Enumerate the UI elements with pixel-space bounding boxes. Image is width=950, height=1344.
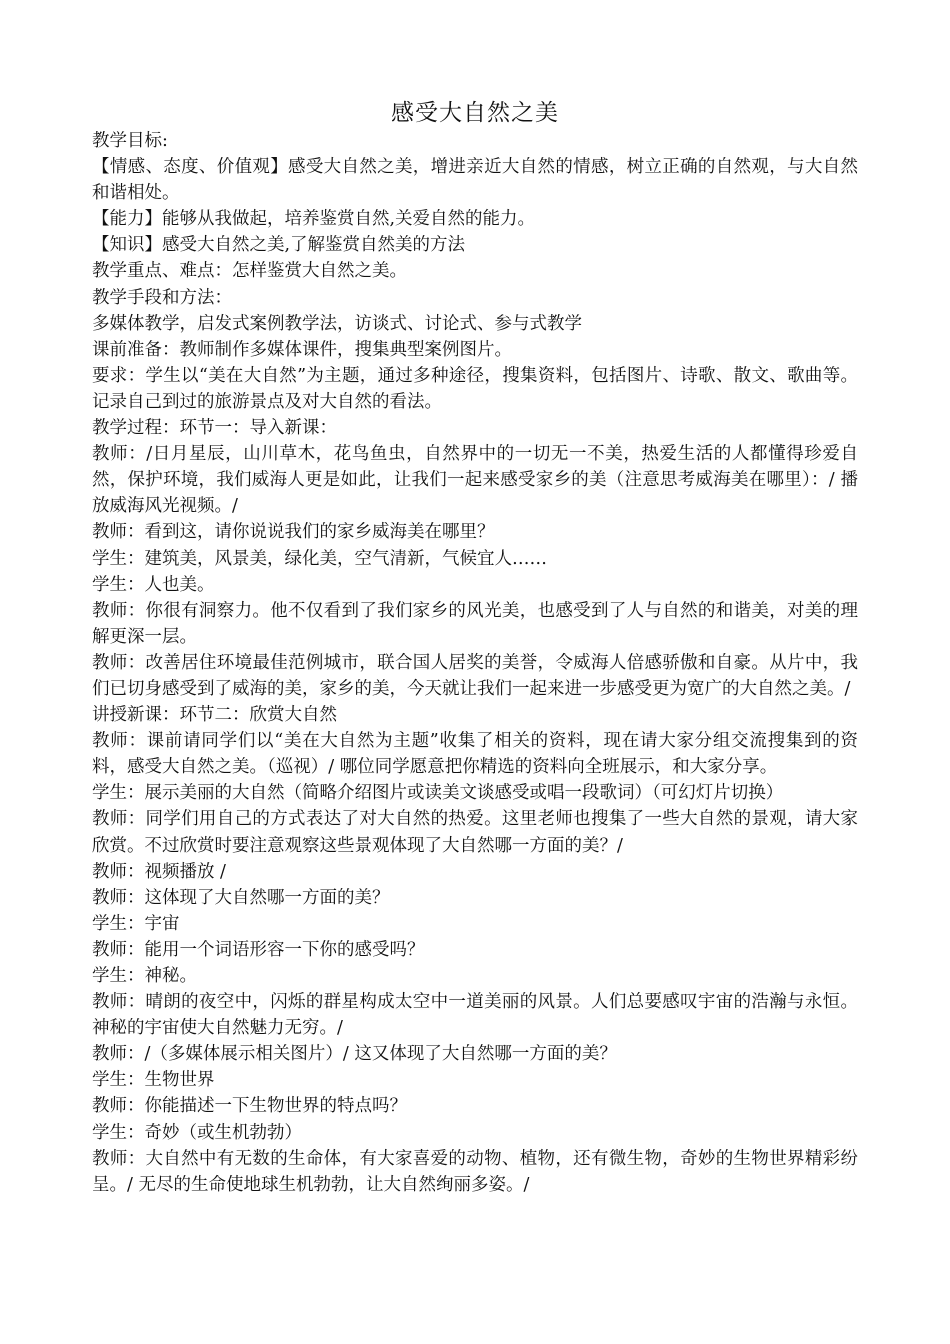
paragraph: 学生：建筑美，风景美，绿化美，空气清新，气候宜人…… bbox=[92, 548, 547, 569]
paragraph: 学生：人也美。 bbox=[92, 574, 215, 595]
paragraph: 教师：课前请同学们以“美在大自然为主题”收集了相关的资料，现在请大家分组交流搜集到的资料，感受大自然之美。（巡视）/ 哪位同学愿意把你精选的资料向全班展示，和大家分享。 bbox=[92, 731, 858, 778]
paragraph: 教学手段和方法： bbox=[92, 287, 232, 308]
paragraph: 教师：/（多媒体展示相关图片）/ 这又体现了大自然哪一方面的美？ bbox=[92, 1044, 617, 1065]
paragraph: 教师：视频播放 / bbox=[92, 861, 226, 882]
paragraph: 课前准备：教师制作多媒体课件，搜集典型案例图片。 bbox=[92, 339, 512, 360]
paragraph: 教学目标: bbox=[92, 131, 168, 151]
paragraph: 教师：能用一个词语形容一下你的感受吗？ bbox=[92, 939, 425, 960]
paragraph: 【能力】能够从我做起，培养鉴赏自然,关爱自然的能力。 bbox=[92, 209, 536, 230]
paragraph: 教师：晴朗的夜空中，闪烁的群星构成太空中一道美丽的风景。人们总要感叹宇宙的浩瀚与永恒。神秘的宇宙使大自然魅力无穷。/ bbox=[92, 992, 858, 1039]
paragraph: 教学过程：环节一：导入新课： bbox=[92, 418, 337, 439]
paragraph: 教师：大自然中有无数的生命体，有大家喜爱的动物、植物，还有微生物，奇妙的生物世界精彩纷呈。/ 无尽的生命使地球生机勃勃，让大自然绚丽多姿。/ bbox=[92, 1148, 858, 1195]
document-body bbox=[92, 128, 858, 1198]
paragraph: 教师：你能描述一下生物世界的特点吗？ bbox=[92, 1096, 407, 1117]
document-title: 感受大自然之美 bbox=[391, 100, 559, 126]
paragraph: 教师：同学们用自己的方式表达了对大自然的热爱。这里老师也搜集了一些大自然的景观，请大家欣赏。不过欣赏时要注意观察这些景观体现了大自然哪一方面的美？/ bbox=[92, 809, 858, 856]
paragraph: 多媒体教学，启发式案例教学法，访谈式、讨论式、参与式教学 bbox=[92, 313, 582, 334]
paragraph: 讲授新课：环节二：欣赏大自然 bbox=[92, 705, 337, 726]
paragraph: 教师：你很有洞察力。他不仅看到了我们家乡的风光美，也感受到了人与自然的和谐美，对美的理解更深一层。 bbox=[92, 600, 858, 647]
paragraph: 学生：奇妙（或生机勃勃） bbox=[92, 1122, 302, 1143]
paragraph: 教师：改善居住环境最佳范例城市，联合国人居奖的美誉，令威海人倍感骄傲和自豪。从片中，我们已切身感受到了威海的美，家乡的美，今天就让我们一起来进一步感受更为宽广的大自然之美。/ bbox=[92, 652, 858, 699]
paragraph: 学生：宇宙 bbox=[92, 913, 180, 934]
paragraph: 教学重点、难点：怎样鉴赏大自然之美。 bbox=[92, 261, 407, 282]
paragraph: 要求：学生以“美在大自然”为主题，通过多种途径，搜集资料，包括图片、诗歌、散文、歌曲等。记录自己到过的旅游景点及对大自然的看法。 bbox=[92, 365, 858, 412]
paragraph: 学生：神秘。 bbox=[92, 966, 197, 986]
paragraph: 学生：展示美丽的大自然（简略介绍图片或读美文谈感受或唱一段歌词）（可幻灯片切换） bbox=[92, 783, 784, 804]
paragraph: 教师：/日月星辰，山川草木，花鸟鱼虫，自然界中的一切无一不美，热爱生活的人都懂得珍爱自然，保护环境，我们威海人更是如此，让我们一起来感受家乡的美（注意思考威海美在哪里）：/ 播放威海风光视频。/ bbox=[92, 444, 858, 517]
paragraph: 【知识】感受大自然之美,了解鉴赏自然美的方法 bbox=[92, 235, 466, 256]
paragraph: 学生：生物世界 bbox=[92, 1070, 215, 1091]
paragraph: 【情感、态度、价值观】感受大自然之美，增进亲近大自然的情感，树立正确的自然观，与大自然和谐相处。 bbox=[92, 157, 858, 204]
paragraph: 教师：看到这，请你说说我们的家乡威海美在哪里？ bbox=[92, 522, 495, 543]
paragraph: 教师：这体现了大自然哪一方面的美？ bbox=[92, 887, 390, 908]
